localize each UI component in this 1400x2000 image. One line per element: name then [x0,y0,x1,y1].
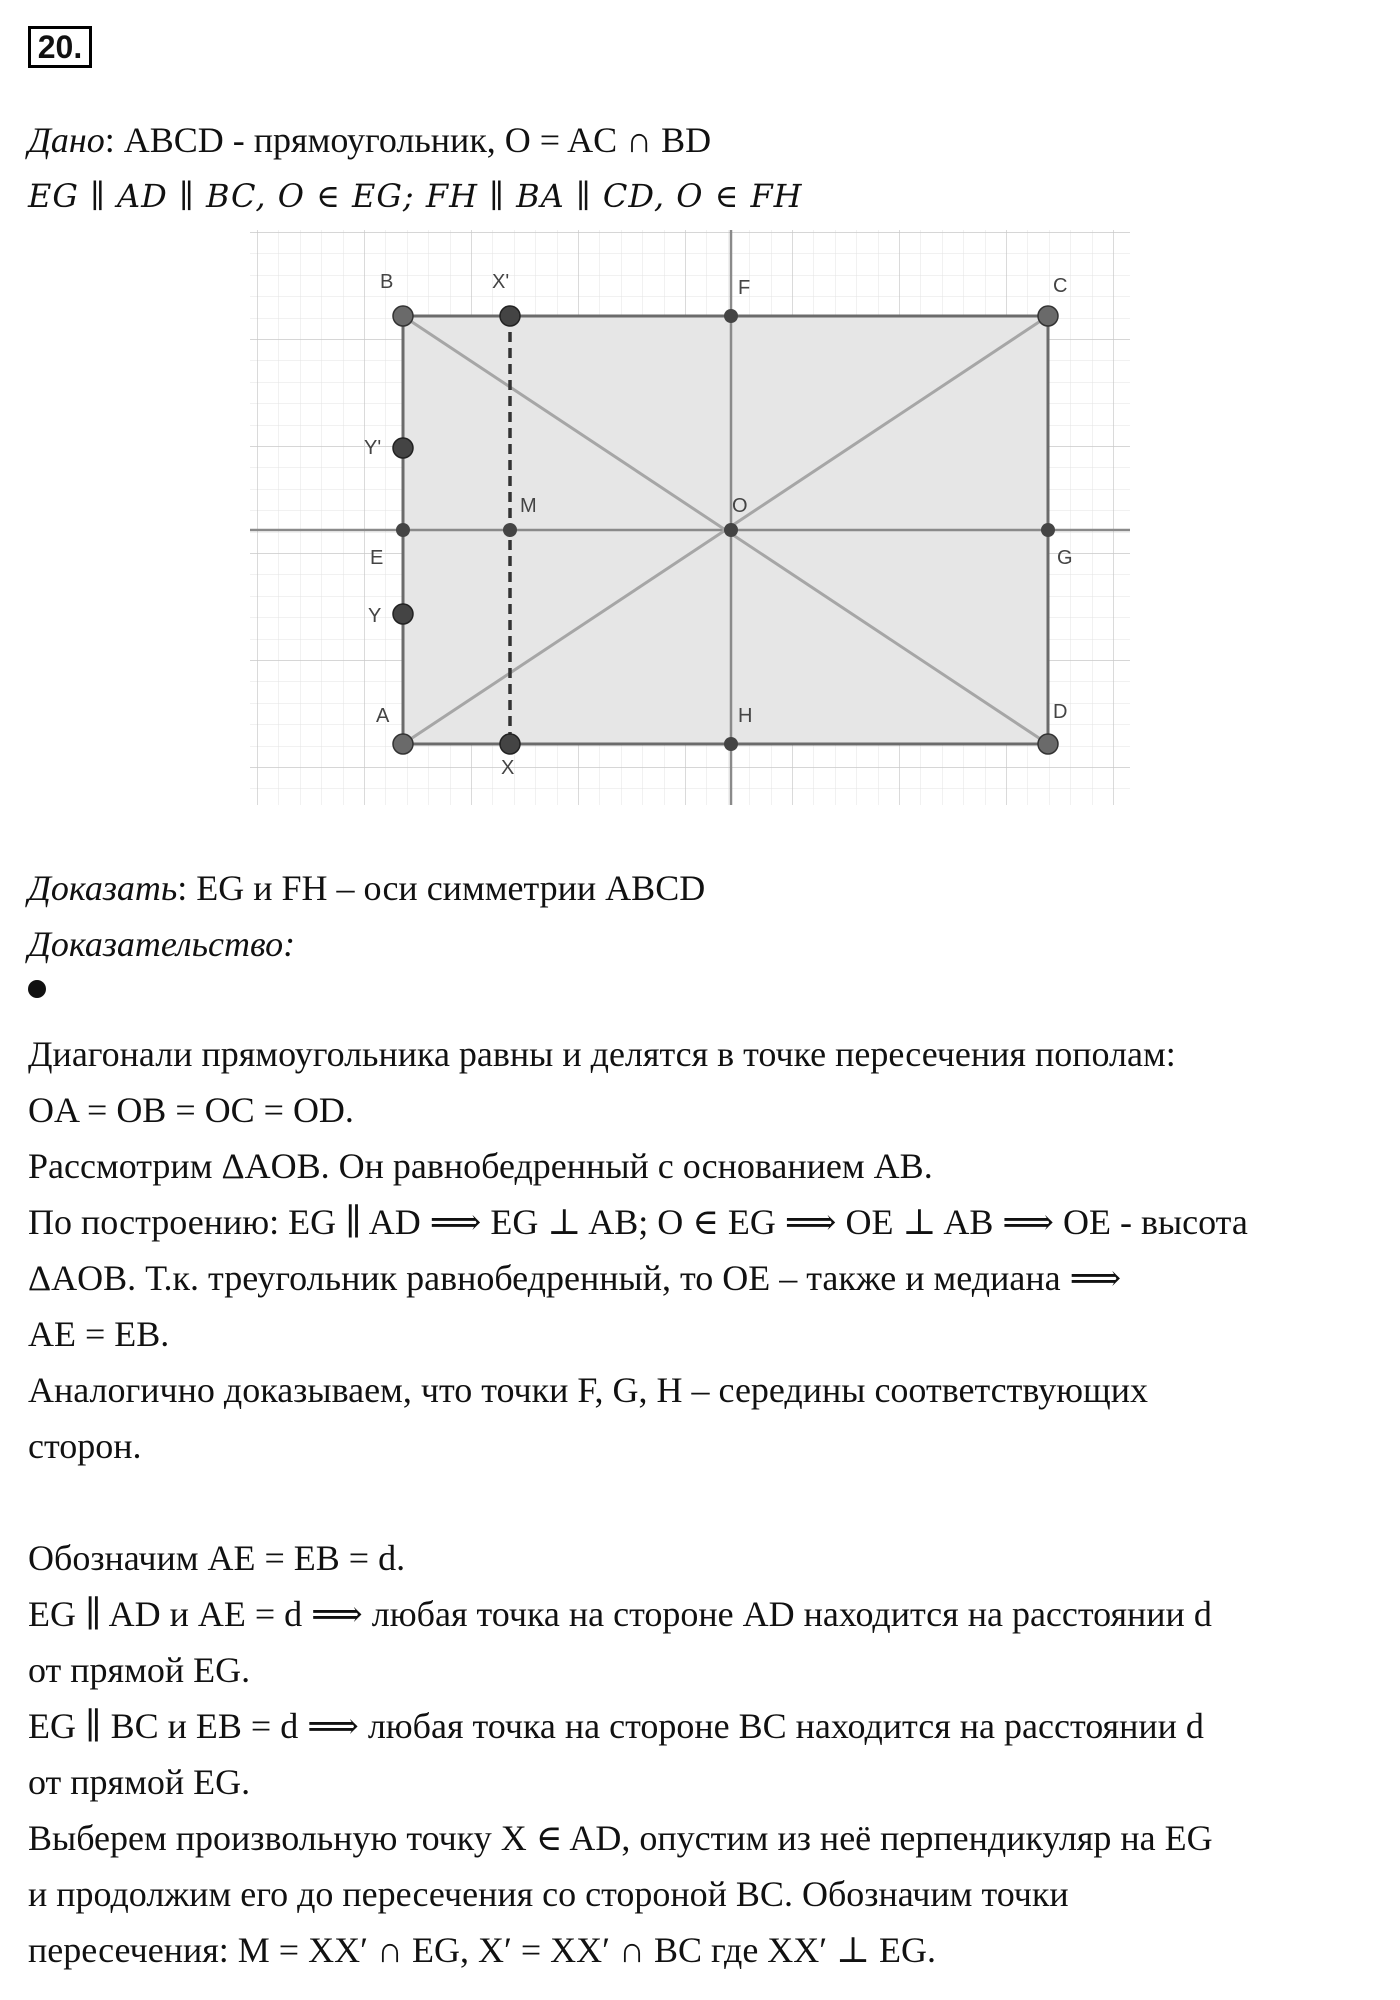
label-b: B [380,271,394,293]
point-h [724,737,738,751]
label-f: F [738,277,751,299]
point-b [393,306,413,326]
proof-line: сторон. [28,1426,142,1466]
proof-line: от прямой EG. [28,1762,251,1802]
given-line-1 [28,118,711,162]
proof-line: Обозначим AE = EB = d. [28,1538,406,1578]
proof-line: AE = EB. [28,1314,170,1354]
proof-line: пересечения: M = XX′ ∩ EG, X′ = XX′ ∩ BC где XX′ ⊥ EG. [28,1930,937,1970]
point-x-prime [500,306,520,326]
proof-label: Доказательство: [28,924,296,964]
point-e [396,523,410,537]
geometry-figure [240,222,1140,812]
prove-text: : EG и FH – оси симметрии ABCD [177,868,706,908]
proof-line: Диагонали прямоугольника равны и делятся в точке пересечения пополам: [28,1034,1176,1074]
proof-line: и продолжим его до пересечения со стороной BC. Обозначим точки [28,1874,1069,1914]
label-y-prime: Y' [364,437,382,459]
given-text: : ABCD - прямоугольник, O = AC ∩ BD [104,120,712,160]
proof-line: Выберем произвольную точку X ∈ AD, опустим из неё перпендикуляр на EG [28,1818,1213,1858]
bullet-icon [28,980,46,998]
label-g: G [1057,547,1073,569]
proof-line: Аналогично доказываем, что точки F, G, H – середины соответствующих [28,1370,1148,1410]
prove-line [28,866,705,910]
label-y: Y [368,605,382,627]
proof-line: ΔAOB. Т.к. треугольник равнобедренный, то OE – также и медиана ⟹ [28,1258,1122,1298]
point-a [393,734,413,754]
label-a: A [376,705,390,727]
problem-number: 20. [28,26,92,68]
proof-line: Рассмотрим ΔAOB. Он равнобедренный с основанием AB. [28,1146,933,1186]
label-m: M [520,495,537,517]
point-c [1038,306,1058,326]
label-x: X [501,757,515,779]
label-c: C [1053,275,1068,297]
label-h: H [738,705,753,727]
point-f [724,309,738,323]
point-d [1038,734,1058,754]
point-m [503,523,517,537]
proof-line: от прямой EG. [28,1650,251,1690]
given-line-2: EG ∥ AD ∥ BC, O ∈ EG; FH ∥ BA ∥ CD, O ∈ FH [28,177,803,215]
label-x-prime: X' [492,271,510,293]
point-y [393,604,413,624]
label-e: E [370,547,384,569]
label-o: O [732,495,748,517]
label-d: D [1053,701,1068,723]
proof-line: По построению: EG ∥ AD ⟹ EG ⊥ AB; O ∈ EG ⟹ OE ⊥ AB ⟹ OE - высота [28,1202,1248,1242]
proof-line: EG ∥ BC и EB = d ⟹ любая точка на стороне BC находится на расстоянии d [28,1706,1204,1746]
given-label: Дано [28,120,105,160]
point-y-prime [393,438,413,458]
point-g [1041,523,1055,537]
point-o [724,523,738,537]
prove-label: Доказать [28,868,178,908]
proof-line: OA = OB = OC = OD. [28,1090,354,1130]
point-x [500,734,520,754]
proof-line: EG ∥ AD и AE = d ⟹ любая точка на стороне AD находится на расстоянии d [28,1594,1212,1634]
